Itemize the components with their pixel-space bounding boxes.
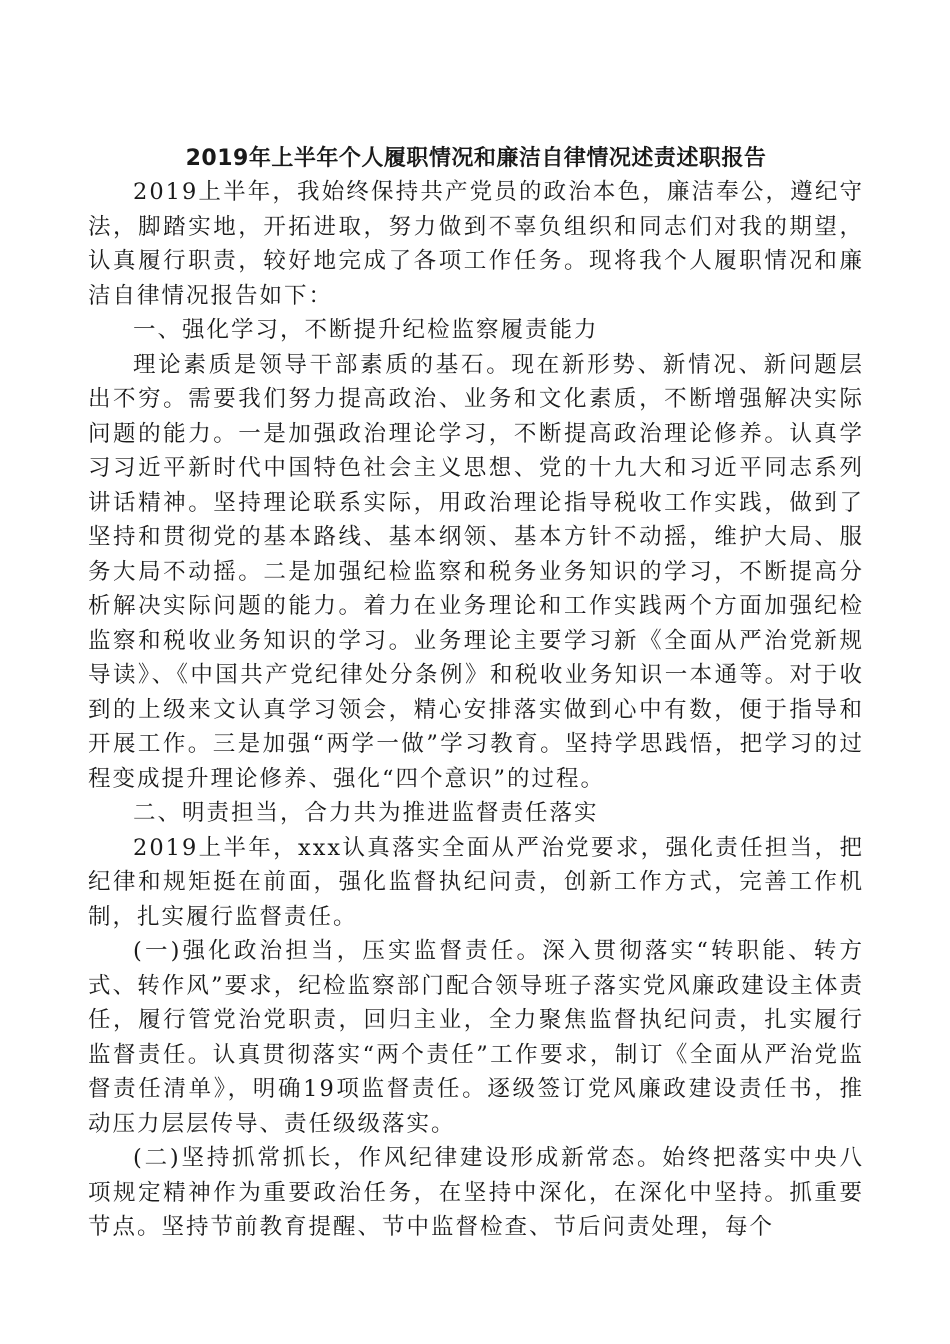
paragraph-intro: 2019上半年，我始终保持共产党员的政治本色，廉洁奉公，遵纪守法，脚踏实地，开拓进取，努力做到不辜负组织和同志们对我的期望，认真履行职责，较好地完成了各项工作任务。现将我个人履职情况和廉洁自律情况报告如下： [88, 179, 864, 309]
paragraph-responsibility: 2019上半年，xxx认真落实全面从严治党要求，强化责任担当，把纪律和规矩挺在前面，强化监督执纪问责，创新工作方式，完善工作机制，扎实履行监督责任。 [88, 834, 864, 930]
section-heading-1: 一、强化学习，不断提升纪检监察履责能力 [133, 317, 599, 343]
document-body [88, 143, 864, 1245]
paragraph-subsection-1: (一)强化政治担当，压实监督责任。深入贯彻落实“转职能、转方式、转作风”要求，纪检监察部门配合领导班子落实党风廉政建设主体责任，履行管党治党职责，回归主业，全力聚焦监督执纪问责，扎实履行监督责任。认真贯彻落实“两个责任”工作要求，制订《全面从严治党监督责任清单》，明确19项监督责任。逐级签订党风廉政建设责任书，推动压力层层传导、责任级级落实。 [88, 938, 864, 1137]
paragraph-study: 理论素质是领导干部素质的基石。现在新形势、新情况、新问题层出不穷。需要我们努力提高政治、业务和文化素质，不断增强解决实际问题的能力。一是加强政治理论学习，不断提高政治理论修养。认真学习习近平新时代中国特色社会主义思想、党的十九大和习近平同志系列讲话精神。坚持理论联系实际，用政治理论指导税收工作实践，做到了坚持和贯彻党的基本路线、基本纲领、基本方针不动摇，维护大局、服务大局不动摇。二是加强纪检监察和税务业务知识的学习，不断提高分析解决实际问题的能力。着力在业务理论和工作实践两个方面加强纪检监察和税收业务知识的学习。业务理论主要学习新《全面从严治党新规导读》、《中国共产党纪律处分条例》和税收业务知识一本通等。对于收到的上级来文认真学习领会，精心安排落实做到心中有数，便于指导和开展工作。三是加强“两学一做”学习教育。坚持学思践悟，把学习的过程变成提升理论修养、强化“四个意识”的过程。 [88, 351, 864, 792]
section-heading-2: 二、明责担当，合力共为推进监督责任落实 [133, 800, 599, 826]
document-title: 2019年上半年个人履职情况和廉洁自律情况述责述职报告 [185, 146, 767, 171]
paragraph-subsection-2: (二)坚持抓常抓长，作风纪律建设形成新常态。始终把落实中央八项规定精神作为重要政治任务，在坚持中深化，在深化中坚持。抓重要节点。坚持节前教育提醒、节中监督检查、节后问责处理，每个 [88, 1145, 864, 1240]
